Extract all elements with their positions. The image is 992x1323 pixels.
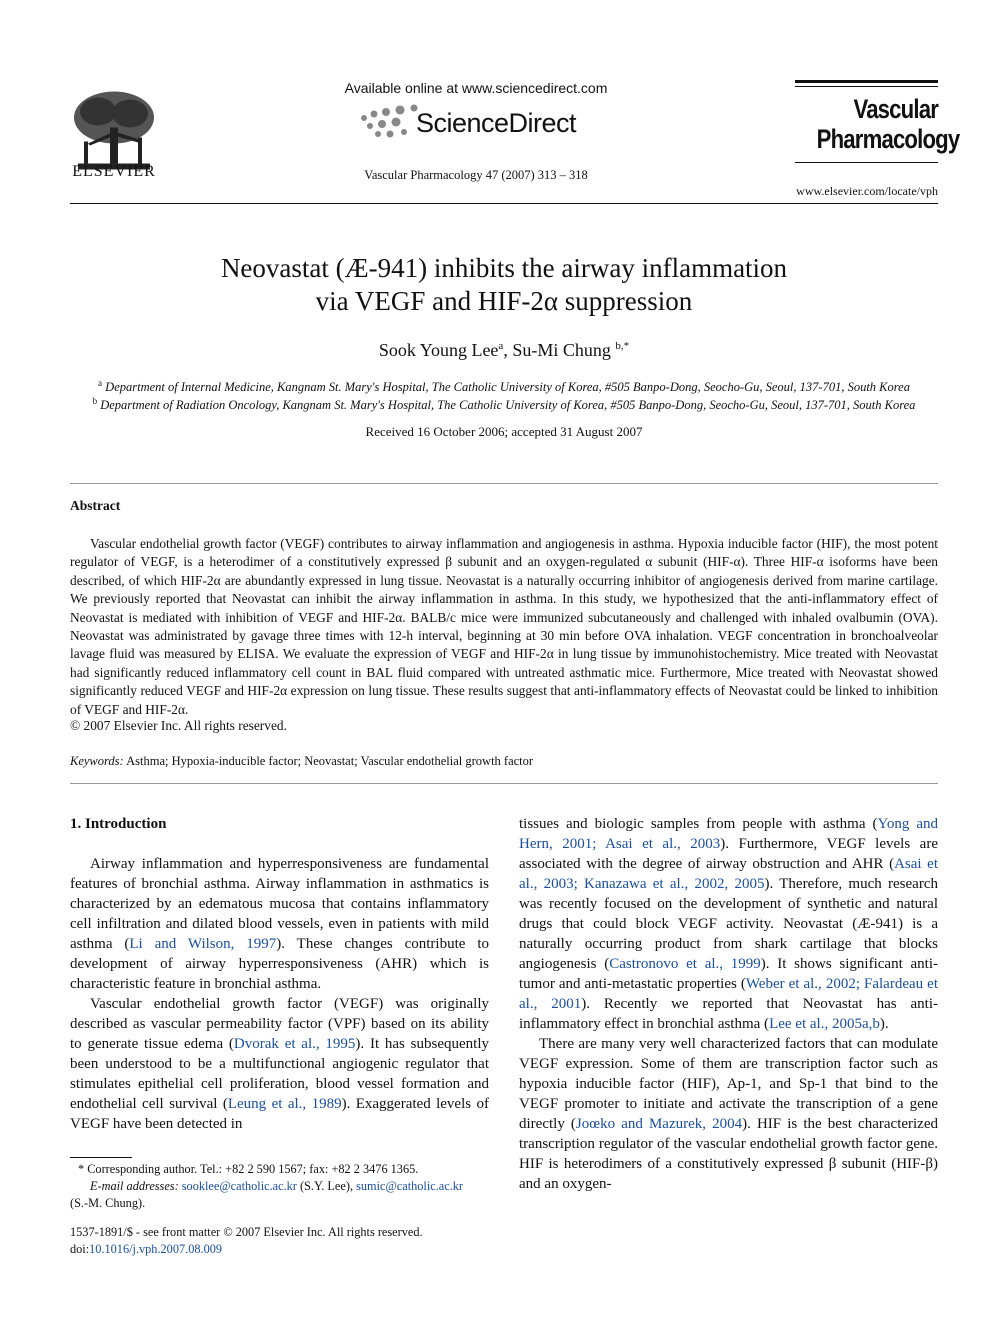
received-dates: Received 16 October 2006; accepted 31 August 2007 xyxy=(365,424,643,439)
author-separator: , xyxy=(503,340,513,360)
paragraph xyxy=(519,814,938,1034)
email-link[interactable]: sumic@catholic.ac.kr xyxy=(356,1179,464,1193)
email-link[interactable]: sooklee@catholic.ac.kr xyxy=(181,1179,297,1193)
footnote xyxy=(70,1161,489,1212)
journal-title-line1: Vascular xyxy=(853,94,938,124)
header-divider xyxy=(70,203,938,204)
abstract-bottom-rule xyxy=(70,783,938,784)
email-owner: (S.-M. Chung). xyxy=(70,1196,146,1210)
citation-link[interactable]: Leung et al., 1989 xyxy=(227,1096,342,1112)
available-online-text[interactable]: Available online at www.sciencedirect.com xyxy=(344,80,608,96)
abstract-heading: Abstract xyxy=(70,498,121,513)
text: Vascular endothelial growth factor (VEGF) was originally described as vascular permeability factor (VPF) based on its ability to generate tissue edema ( xyxy=(70,996,489,1052)
body-column-left xyxy=(70,814,489,1134)
author-name: Sook Young Lee xyxy=(378,340,499,360)
abstract-copyright: © 2007 Elsevier Inc. All rights reserved. xyxy=(70,718,287,733)
title-line2: via VEGF and HIF-2α suppression xyxy=(315,286,693,316)
journal-title-line2: Pharmacology xyxy=(816,124,960,154)
text: ). It has subsequently been understood to be a multifunctional angiogenic regulator that stimulates epithelial cell proliferation, blood vessel formation and endothelial cell survival ( xyxy=(70,1036,490,1112)
citation-link[interactable]: Weber et al., 2002; Falardeau et al., 2001 xyxy=(519,976,938,1012)
paragraph xyxy=(519,1034,938,1194)
abstract-top-rule xyxy=(70,483,938,484)
text: ). Therefore, much research was recently focused on the development of synthetic and natural drugs that could block VEGF activity. Neovastat (Æ-941) is a naturally occurring product from shark cartilage that blocks angiogenesis ( xyxy=(519,876,938,972)
keywords-list: Asthma; Hypoxia-inducible factor; Neovastat; Vascular endothelial growth factor xyxy=(123,754,534,768)
email-label: E-mail addresses: xyxy=(90,1179,179,1193)
author-affiliation-mark: b,* xyxy=(615,340,630,352)
email-line xyxy=(70,1178,489,1195)
paragraph xyxy=(70,994,489,1134)
citation-link[interactable]: Li and Wilson, 1997 xyxy=(129,936,277,952)
affiliation-b xyxy=(70,396,938,413)
affiliation-mark: a xyxy=(98,378,103,388)
text: ). xyxy=(879,1016,889,1032)
keywords-label: Keywords: xyxy=(70,754,124,768)
paragraph xyxy=(70,854,489,994)
citation-link[interactable]: Asai et al., 2003; Kanazawa et al., 2002, 2005 xyxy=(519,856,938,892)
body-column-right xyxy=(519,814,938,1194)
abstract-body: Vascular endothelial growth factor (VEGF) contributes to airway inflammation and angiogenesis in asthma. Hypoxia inducible factor (HIF), the most potent regulator of VEGF, is a heterodimer of a constitutively expressed β subunit and an oxygen-regulated α subunit (HIF-α). Three HIF-α isoforms have been described, of which HIF-2α are abundantly expressed in lung tissue. Neovastat is a naturally occurring inhibitor of angiogenesis derived from marine cartilage. We previously reported that Neovastat can inhibit the airway inflammation in asthma. In this study, we hypothesized that the anti-inflammatory effect of Neovastat is mediated with inhibition of VEGF and HIF-2α. BALB/c mice were immunized subcutaneously and challenged with inhaled ovalbumin (OVA). Neovastat was administrated by gavage three times with 12-h interval, beginning at 30 min before OVA inhalation. VEGF concentration in bronchoalveolar lavage fluid was measured by ELISA. We evaluate the expression of VEGF and HIF-2α in lung tissue by immunohistochemistry. Mice treated with Neovastat had significantly reduced inflammatory cell count in BAL fluid compared with untreated asthmatic mice. Furthermore, Mice treated with Neovastat showed significantly reduced VEGF and HIF-2α expression on lung tissue. These results suggest that anti-inflammatory effects of Neovastat could be linked to inhibition of VEGF and HIF-2α. xyxy=(70,536,938,717)
title-line1: Neovastat (Æ-941) inhibits the airway inflammation xyxy=(220,253,788,283)
citation-link[interactable]: Yong and Hern, 2001; Asai et al., 2003 xyxy=(519,816,938,852)
affiliation-a xyxy=(70,378,938,395)
text: ). Exaggerated levels of VEGF have been detected in xyxy=(70,1096,489,1132)
article-title xyxy=(70,252,938,318)
issn-line: 1537-1891/$ - see front matter © 2007 Elsevier Inc. All rights reserved. xyxy=(70,1225,423,1239)
issn-doi xyxy=(70,1224,489,1258)
text: ). These changes contribute to development of airway hyperresponsiveness (AHR) which is characteristic feature in bronchial asthma. xyxy=(70,936,489,992)
corresponding-author: * Corresponding author. Tel.: +82 2 590 1567; fax: +82 2 3476 1365. xyxy=(78,1162,419,1176)
doi-line xyxy=(70,1241,489,1258)
keywords xyxy=(70,754,938,769)
text: ). Recently we reported that Neovastat has anti-inflammatory effect in bronchial asthma ( xyxy=(519,996,938,1032)
affiliation-mark: b xyxy=(92,396,98,406)
text: ). It shows significant anti-tumor and anti-metastatic properties ( xyxy=(519,956,938,992)
author-list xyxy=(70,340,938,361)
doi-link[interactable]: 10.1016/j.vph.2007.08.009 xyxy=(89,1242,223,1256)
journal-citation: Vascular Pharmacology 47 (2007) 313 – 318 xyxy=(364,168,588,182)
text: ). HIF is the best characterized transcription regulator of the vascular endothelial growth factor gene. HIF is heterodimers of a constitutively expressed β subunit (HIF-β) and an oxygen- xyxy=(519,1116,938,1192)
author-affiliation-mark: a xyxy=(498,340,504,352)
text: Airway inflammation and hyperresponsiveness are fundamental features of bronchial asthma. Airway inflammation in asthmatics is characterized by an edematous mucosa that contains inflammatory cell infiltration and dilated blood vessels, even in patients with mild asthma ( xyxy=(70,856,489,952)
footnote-rule xyxy=(70,1157,132,1158)
journal-url[interactable]: www.elsevier.com/locate/vph xyxy=(796,184,938,198)
publisher-name: ELSEVIER xyxy=(72,163,156,180)
text: ). Furthermore, VEGF levels are associated with the degree of airway obstruction and AHR ( xyxy=(519,836,938,872)
text: There are many very well characterized factors that can modulate VEGF expression. Some of them are transcription factor such as hypoxia inducible factor (HIF), Ap-1, and Sp-1 that bind to the VEGF promoter to initiate and activate the transcription of a gene directly ( xyxy=(519,1036,938,1132)
journal-title-bottom-rule xyxy=(795,162,938,163)
affiliation-text: Department of Radiation Oncology, Kangnam St. Mary's Hospital, The Catholic University of Korea, #505 Banpo-Dong, Seocho-Gu, Seoul, 137-701, South Korea xyxy=(100,398,916,413)
affiliation-text: Department of Internal Medicine, Kangnam St. Mary's Hospital, The Catholic University of Korea, #505 Banpo-Dong, Seocho-Gu, Seoul, 137-701, South Korea xyxy=(105,380,910,395)
doi-label: doi: xyxy=(70,1242,90,1256)
sciencedirect-brand: ScienceDirect xyxy=(416,108,577,138)
section-heading: 1. Introduction xyxy=(70,816,167,832)
citation-link[interactable]: Castronovo et al., 1999 xyxy=(609,956,761,972)
citation-link[interactable]: Joœko and Mazurek, 2004 xyxy=(575,1116,743,1132)
citation-link[interactable]: Dvorak et al., 1995 xyxy=(233,1036,356,1052)
text: (S.Y. Lee), xyxy=(296,1179,357,1193)
text: tissues and biologic samples from people with asthma ( xyxy=(519,816,878,832)
author-name: Su-Mi Chung xyxy=(512,340,611,360)
citation-link[interactable]: Lee et al., 2005a,b xyxy=(769,1016,880,1032)
journal-title xyxy=(816,94,960,154)
journal-title-rules xyxy=(795,80,938,90)
